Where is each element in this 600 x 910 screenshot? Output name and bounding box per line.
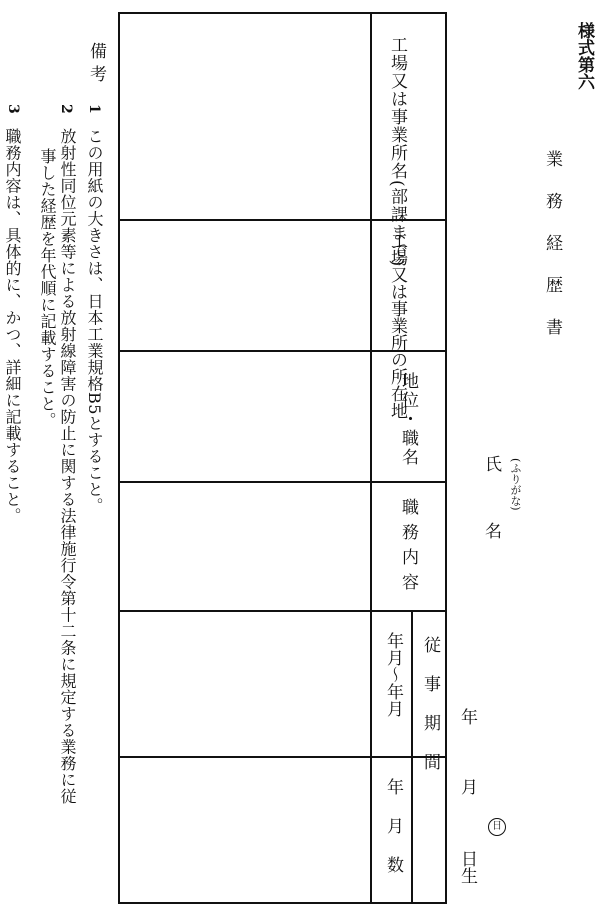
period-sub-divider (370, 756, 411, 758)
header-period: 従事期間 (420, 636, 440, 792)
header-period-count: 年月数 (383, 778, 403, 895)
header-column-divider (370, 14, 372, 902)
furigana-label: (ふりがな) (509, 458, 522, 511)
note-text-line: 事した経歴を年代順に記載すること。 (38, 148, 57, 429)
note-number: 3 (5, 104, 21, 114)
row-divider (120, 610, 445, 612)
note-text-line: 放射性同位元素等による放射線障害の防止に関する法律施行令第十二条に規定する業務に従 (58, 128, 77, 805)
birth-suffix-label: 日生 (457, 850, 477, 884)
note-number: 2 (58, 104, 74, 114)
document-title: 業務経歴書 (542, 150, 562, 360)
row-divider (120, 481, 445, 483)
note-text (37, 128, 77, 805)
header-position: 地位・職名 (398, 372, 418, 467)
birth-year-label: 年 (457, 708, 477, 725)
header-factory-name: 工場又は事業所名(部課まで) (387, 36, 407, 268)
header-factory-address: 工場又は事業所の所在地 (387, 232, 407, 419)
name-label: 氏名 (481, 455, 501, 589)
header-period-range: 年月〜年月 (383, 632, 403, 717)
note-text: この用紙の大きさは、日本工業規格B5とすること。 (85, 128, 104, 514)
birth-month-label: 月 (457, 778, 477, 795)
header-duties: 職務内容 (398, 498, 418, 598)
seal-mark: 日 (488, 818, 506, 836)
notes-title: 備考 (86, 42, 106, 88)
period-header-divider (411, 610, 413, 904)
note-text: 職務内容は、具体的に、かつ、詳細に記載すること。 (3, 128, 22, 524)
note-number: 1 (86, 104, 102, 114)
form-number: 様式第六 (574, 22, 594, 90)
